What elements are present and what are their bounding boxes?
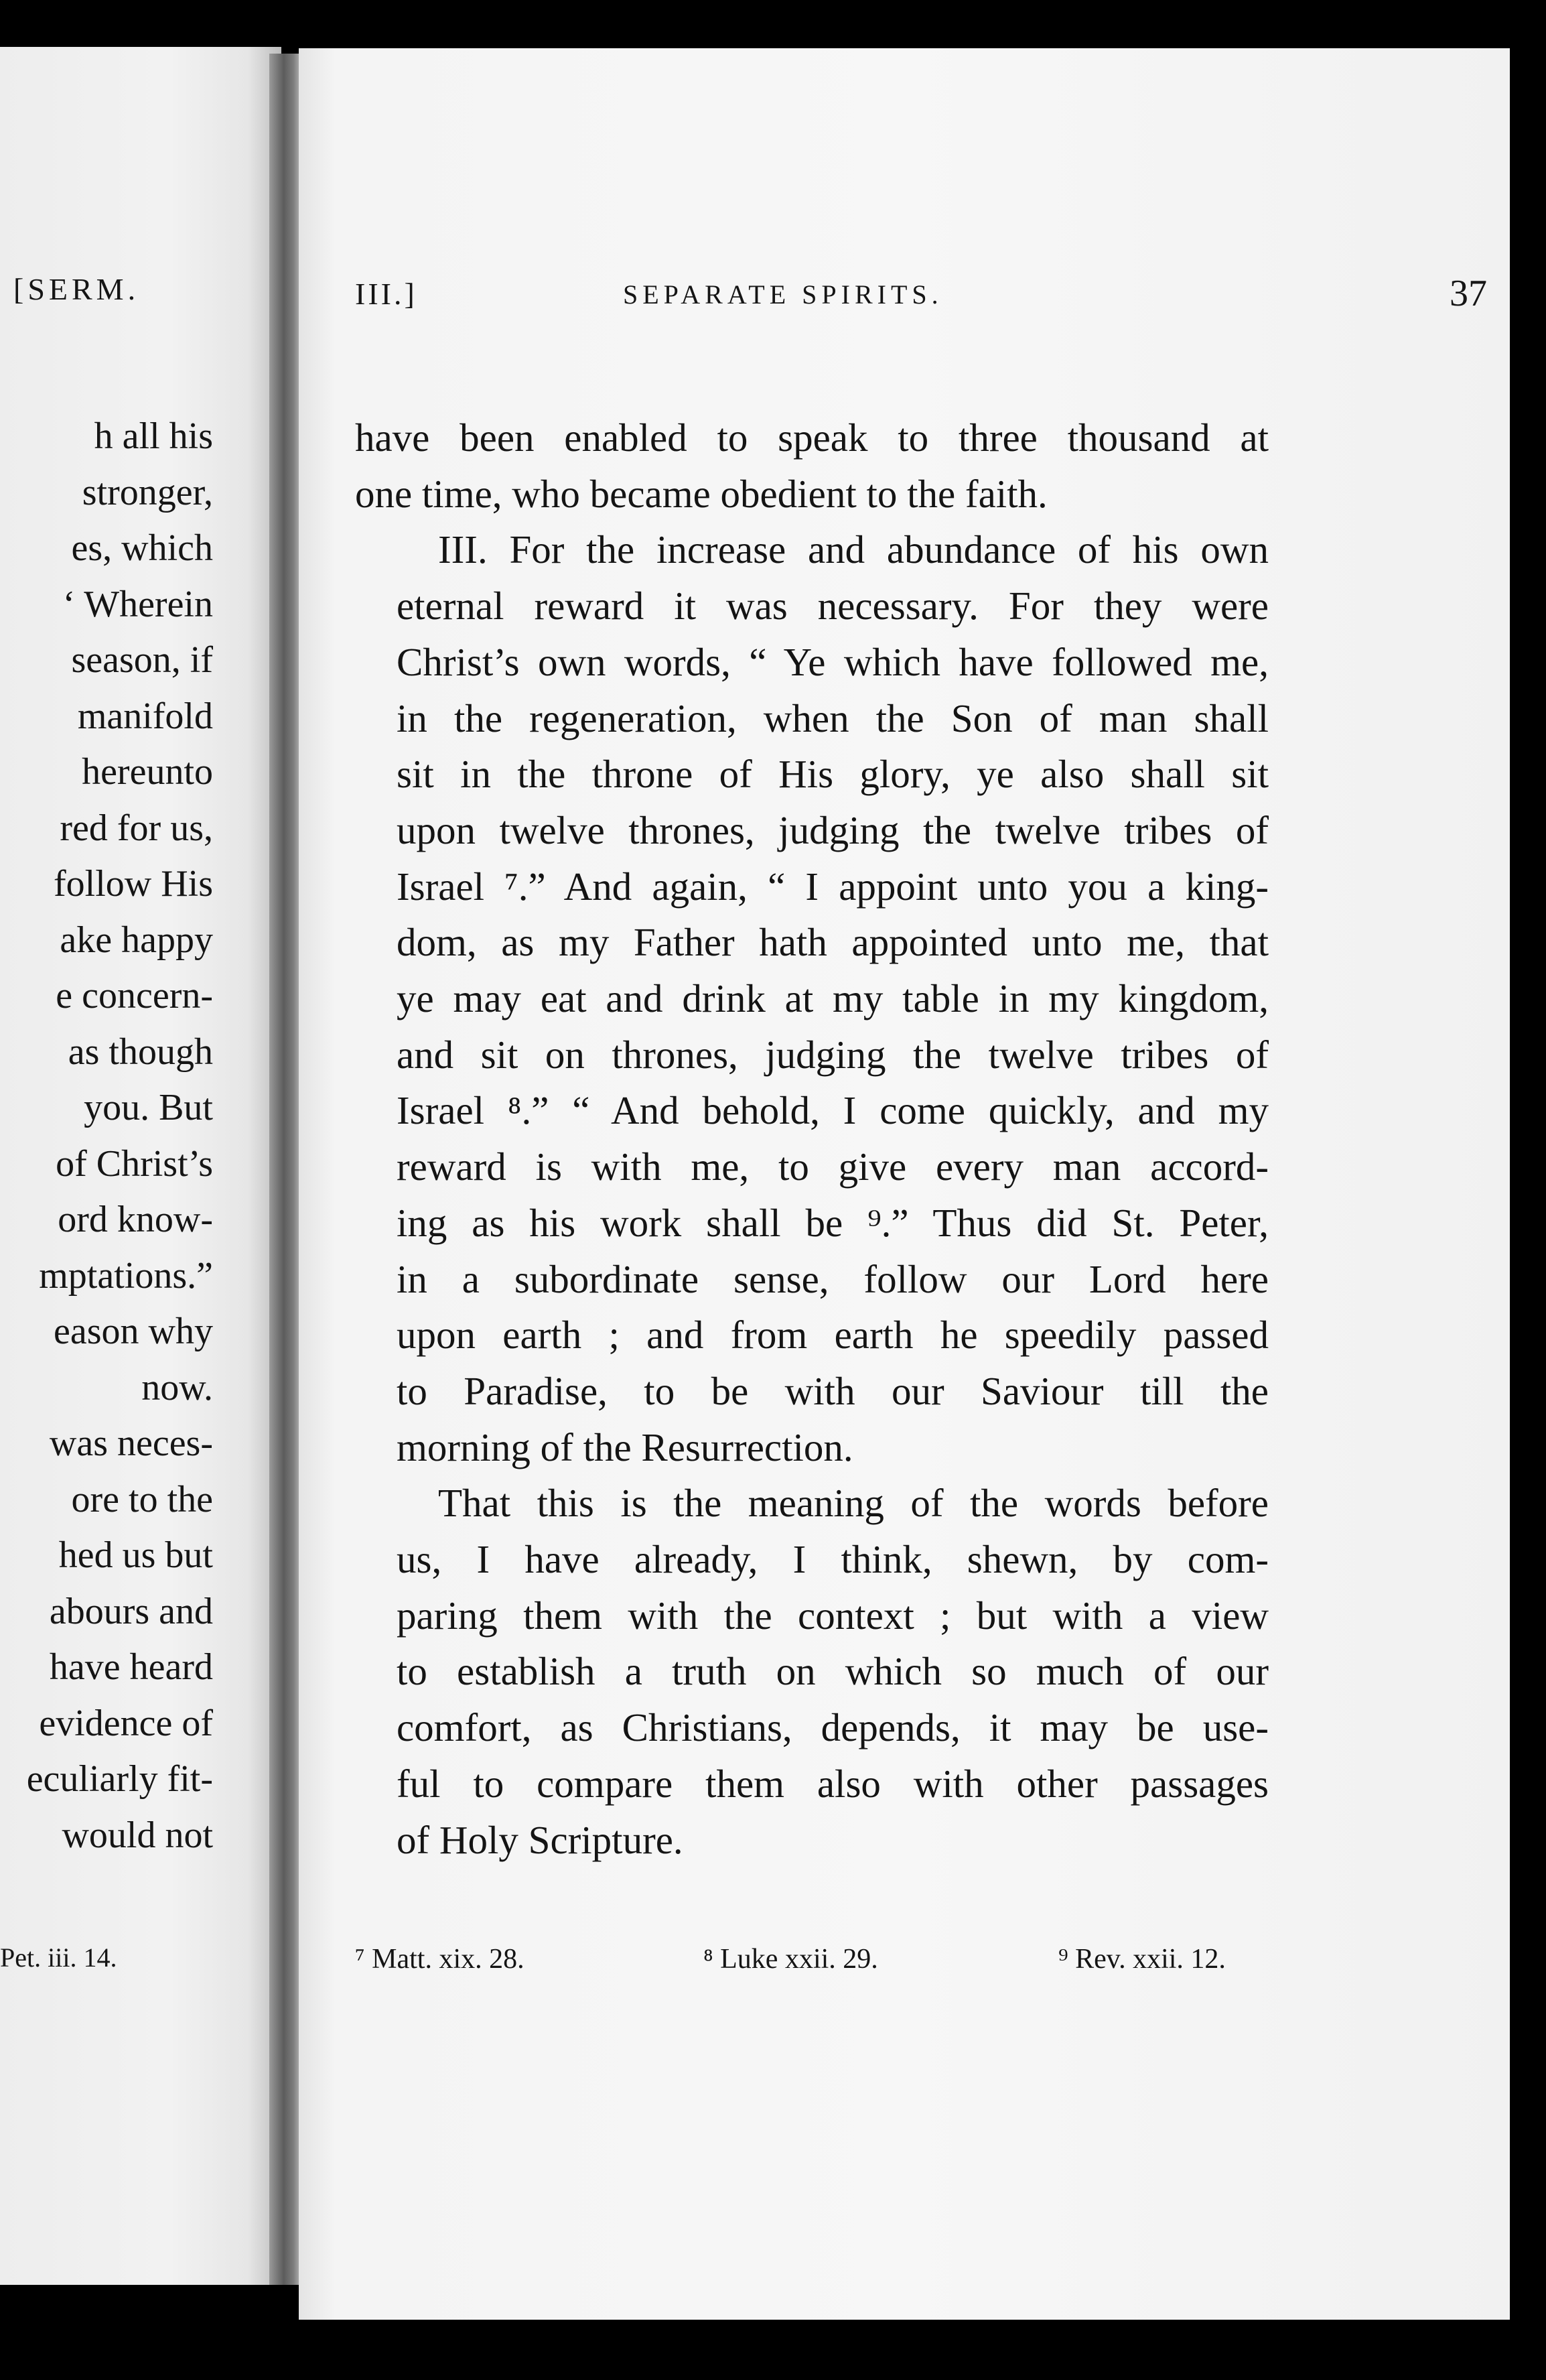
text-line: That this is the meaning of the words before	[438, 1481, 1269, 1526]
text-line: Christ’s own words, “ Ye which have followed me,	[397, 639, 1269, 684]
current-page	[299, 48, 1510, 2320]
text-line: Israel ⁷.” And again, “ I appoint unto you a king-	[397, 864, 1269, 909]
page-number: 37	[1450, 273, 1487, 314]
chapter-marker: III.]	[355, 277, 417, 311]
text-line: ye may eat and drink at my table in my kingdom,	[397, 976, 1269, 1021]
text-line: in the regeneration, when the Son of man shall	[397, 696, 1269, 740]
text-line: morning of the Resurrection.	[397, 1425, 853, 1469]
text-line: dom, as my Father hath appointed unto me, that	[397, 920, 1269, 965]
left-text-line: mptations.”	[39, 1254, 213, 1297]
left-text-line: ord know-	[58, 1199, 213, 1240]
text-line: to establish a truth on which so much of our	[397, 1649, 1269, 1694]
left-running-header: [SERM.	[13, 272, 140, 306]
left-text-line: hed us but	[58, 1534, 213, 1576]
text-line: and sit on thrones, judging the twelve tribes of	[397, 1032, 1269, 1077]
left-text-line: of Christ’s	[56, 1142, 213, 1185]
left-text-line: ‘ Wherein	[62, 583, 213, 625]
left-text-line: as though	[68, 1031, 213, 1073]
text-line: upon twelve thrones, judging the twelve tribes of	[397, 807, 1269, 852]
left-text-line: red for us,	[60, 807, 213, 849]
left-text-line: season, if	[71, 639, 213, 681]
left-text-line: now.	[141, 1366, 213, 1408]
left-page-footnote: Pet. iii. 14.	[0, 1942, 117, 1973]
left-text-line: eason why	[54, 1311, 213, 1352]
left-text-line: abours and	[49, 1590, 213, 1632]
text-line: eternal reward it was necessary. For they were	[397, 584, 1269, 629]
left-text-line: stronger,	[82, 471, 213, 513]
paragraph	[355, 1475, 1269, 1868]
left-text-line: hereunto	[82, 751, 213, 793]
previous-page	[0, 47, 281, 2285]
text-line: ful to compare them also with other passages	[397, 1761, 1269, 1806]
left-text-line: ake happy	[60, 919, 213, 961]
left-text-line: have heard	[49, 1646, 213, 1688]
text-line: ing as his work shall be ⁹.” Thus did St. Peter,	[397, 1200, 1269, 1245]
footnote-8: ⁸ Luke xxii. 29.	[703, 1944, 878, 1975]
footnote-7: ⁷ Matt. xix. 28.	[355, 1944, 524, 1975]
text-line: to Paradise, to be with our Saviour till the	[397, 1368, 1269, 1413]
text-line: sit in the throne of His glory, ye also shall sit	[397, 752, 1269, 797]
left-text-line: ore to the	[71, 1478, 213, 1520]
paragraph	[355, 410, 1269, 522]
left-text-line: evidence of	[39, 1702, 213, 1744]
text-line: Israel ⁸.” “ And behold, I come quickly, and my	[397, 1088, 1269, 1133]
running-title: SEPARATE SPIRITS.	[623, 279, 943, 310]
left-text-line: es, which	[71, 527, 213, 569]
footnotes	[355, 1943, 1269, 1983]
text-line: upon earth ; and from earth he speedily passed	[397, 1313, 1269, 1358]
left-text-line: you. But	[84, 1087, 213, 1128]
text-line: of Holy Scripture.	[397, 1817, 683, 1862]
left-page-text	[27, 409, 213, 1863]
text-line: us, I have already, I think, shewn, by com-	[397, 1537, 1269, 1582]
left-text-line: h all his	[94, 415, 213, 457]
text-line: comfort, as Christians, depends, it may be use-	[397, 1705, 1269, 1750]
left-text-line: e concern-	[56, 975, 213, 1016]
page-body	[355, 410, 1269, 1868]
left-text-line: eculiarly fit-	[26, 1758, 213, 1800]
text-line: III. For the increase and abundance of his own	[438, 527, 1269, 572]
text-line: in a subordinate sense, follow our Lord here	[397, 1256, 1269, 1301]
paragraph	[355, 522, 1269, 1475]
text-line: reward is with me, to give every man accord-	[397, 1144, 1269, 1189]
book-gutter	[269, 54, 301, 2285]
footnote-9: ⁹ Rev. xxii. 12.	[1058, 1944, 1226, 1975]
left-text-line: follow His	[54, 863, 213, 905]
running-header	[355, 273, 1487, 323]
text-line: have been enabled to speak to three thousand at	[355, 415, 1269, 460]
text-line: one time, who became obedient to the faith.	[355, 471, 1048, 516]
left-text-line: was neces-	[49, 1423, 213, 1464]
left-text-line: would not	[62, 1814, 213, 1856]
left-text-line: manifold	[77, 695, 213, 737]
text-line: paring them with the context ; but with a view	[397, 1593, 1269, 1638]
